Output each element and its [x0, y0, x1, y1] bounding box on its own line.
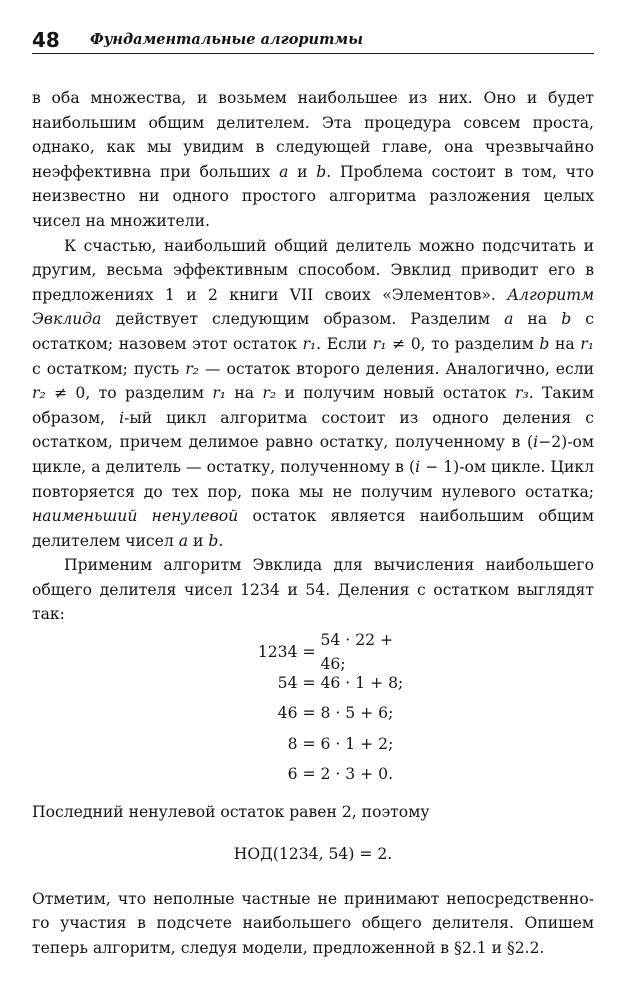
- italic-run: r₁: [302, 334, 317, 353]
- italic-run: r₁: [212, 384, 227, 403]
- italic-run: a: [504, 310, 514, 329]
- last-remainder-line: Последний ненулевой остаток равен 2, поэтому: [32, 803, 430, 822]
- page-body: [32, 86, 594, 960]
- equation-row: [32, 759, 594, 790]
- italic-run: Алгоритм Эвклида: [32, 285, 594, 329]
- paragraph: Применим алгоритм Эвклида для вычисления наибольшего общего делителя чисел 1234 и 54. Деления с остатком выглядят так:: [32, 556, 594, 624]
- italic-run: r₁: [580, 334, 594, 353]
- equation-row: [32, 630, 594, 674]
- equation-lhs: 6: [287, 765, 298, 784]
- italic-run: b: [208, 531, 219, 550]
- equals-sign: =: [297, 643, 321, 662]
- italic-run: i: [415, 457, 421, 476]
- header-rule: [32, 53, 594, 54]
- paragraph: в оба множества, и возьмем наибольшее из них. Оно и будет наибольшим общим делителем. Эта процедура совсем проста, однако, как мы увидим в следующей главе, она чрезвычайно неэффективна при больших a и b. Проблема состоит в том, что неизвестно ни одного простого алгоритма разложения целых чисел на множители.: [32, 89, 594, 230]
- division-equations: [32, 630, 594, 790]
- equation-rhs: 2 · 3 + 0.: [320, 765, 394, 784]
- italic-run: r₂: [32, 384, 46, 403]
- equals-sign: =: [297, 673, 321, 692]
- equation-row: [32, 668, 594, 699]
- equation-rhs: 46 · 1 + 8;: [320, 673, 404, 692]
- page-header: [32, 28, 594, 56]
- equation-rhs: 6 · 1 + 2;: [320, 734, 394, 753]
- equation-lhs: 1234: [257, 643, 298, 662]
- italic-run: r₁: [372, 334, 387, 353]
- paragraph: К счастью, наибольший общий делитель можно подсчитать и другим, весьма эффективным способом. Эвклид приводит его в предложениях 1 и 2 книги VII своих «Элементов». Алгоритм Эвклида действует следующим образом. Разделим a на b с остатком; назовем этот остаток r₁. Если r₁ ≠ 0, то разделим b на r₁ с остатком; пусть r₂ — остаток второго деления. Аналогично, если r₂ ≠ 0, то разделим r₁ на r₂ и получим новый остаток r₃. Таким образом, i-ый цикл алгоритма состоит из одного деления с остатком, причем делимое равно остатку, полученному в (i−2)-ом цикле, а делитель — остатку, полученному в (i − 1)-ом цикле. Цикл повторяется до тех пор, пока мы не получим нулевого остатка; наименьший ненулевой остаток является наибольшим общим делителем чисел a и b.: [32, 236, 595, 550]
- equation-lhs: 54: [277, 673, 298, 692]
- italic-run: i: [119, 408, 125, 427]
- italic-run: i: [533, 433, 539, 452]
- gcd-formula: НОД(1234, 54) = 2.: [233, 844, 393, 863]
- italic-run: b: [316, 162, 327, 181]
- running-title: Фундаментальные алгоритмы: [90, 31, 363, 48]
- italic-run: b: [539, 334, 550, 353]
- italic-run: b: [561, 310, 572, 329]
- italic-run: r₂: [262, 384, 277, 403]
- equals-sign: =: [297, 734, 321, 753]
- equation-lhs: 46: [277, 704, 298, 723]
- italic-run: a: [279, 162, 289, 181]
- equation-rhs: 54 · 22 + 46;: [320, 630, 394, 674]
- equals-sign: =: [297, 765, 321, 784]
- italic-run: r₃: [515, 384, 529, 403]
- equals-sign: =: [297, 704, 321, 723]
- page-number: 48: [32, 28, 60, 52]
- equation-rhs: 8 · 5 + 6;: [320, 704, 394, 723]
- equation-lhs: 8: [287, 734, 298, 753]
- italic-run: r₂: [185, 359, 199, 378]
- equation-row: [32, 729, 594, 760]
- closing-paragraph: Отметим, что неполные частные не принимают непосредственного участия в подсчете наибольшего общего делителя. Опишем теперь алгоритм, следуя модели, предложенной в §2.1 и §2.2.: [32, 889, 594, 957]
- equation-row: [32, 698, 594, 729]
- italic-run: a: [178, 531, 189, 550]
- italic-run: наименьший ненулевой: [32, 507, 239, 526]
